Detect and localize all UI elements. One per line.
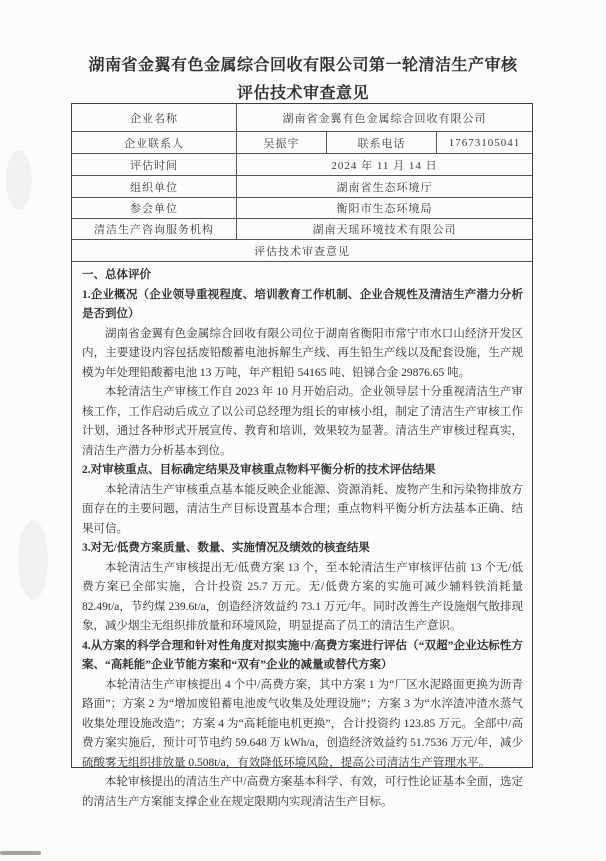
row-participant	[72, 198, 532, 219]
participant-value: 衡阳市生态环境局	[236, 198, 532, 218]
opinion-paragraph: 本轮清洁生产审核工作自 2023 年 10 月开始启动。企业领导层十分重视清洁生产审核工作，工作启动后成立了以公司总经理为组长的审核小组，制定了清洁生产审核工作计划，通过各种形式开展宣传、教育和培训，效果较为显著。清洁生产审核过程真实，清洁生产潜力分析基本到位。	[82, 386, 523, 457]
row-contact	[72, 132, 532, 154]
opinion-body	[72, 262, 532, 808]
participant-label: 参会单位	[130, 203, 178, 215]
document-title-line2: 评估技术审查意见	[236, 84, 369, 102]
consultant-label: 清洁生产咨询服务机构	[94, 224, 214, 236]
opinion-paragraph: 湖南省金翼有色金属综合回收有限公司位于湖南省衡阳市常宁市水口山经济开发区内，主要建设内容包括废铅酸蓄电池拆解生产线、再生铅生产线以及配套设施，生产规模为年处理铅酸蓄电池 13 万吨，年产粗铅 54165 吨、铅锑合金 29876.65 吨。	[82, 327, 523, 379]
row-consultant	[72, 219, 532, 240]
opinion-overall-title: 一、总体评价	[82, 269, 151, 281]
eval-time-label: 评估时间	[130, 159, 178, 172]
opinion-heading-1: 1.企业概况（企业领导重视程度、培训教育工作机制、企业合规性及清洁生产潜力分析是否到位）	[82, 288, 523, 320]
document-title-line1: 湖南省金翼有色金属综合回收有限公司第一轮清洁生产审核	[88, 57, 518, 74]
opinion-section-header: 评估技术审查意见	[254, 245, 350, 258]
consultant-value: 湖南天瑶环境技术有限公司	[236, 219, 532, 239]
info-table	[71, 103, 533, 808]
company-name-value: 湖南省金翼有色金属综合回收有限公司	[236, 104, 532, 131]
contact-label: 企业联系人	[124, 137, 184, 150]
organizer-value: 湖南省生态环境厅	[236, 176, 532, 197]
eval-time-value: 2024 年 11 月 14 日	[236, 154, 532, 175]
row-opinion-body	[72, 262, 532, 808]
opinion-paragraph: 本轮清洁生产审核提出无/低费方案 13 个，至本轮清洁生产审核评估前 13 个无/低费方案已全部实施，合计投资 25.7 万元。无/低费方案的实施可减少辅料铁消耗量 82.49t/a，节约煤 239.6t/a，创造经济效益约 73.1 万元/年。同时改善生产设施烟气散排现象，减少烟尘无组织排放量和环境风险，明显提高了员工的清洁生产意识。	[82, 561, 523, 632]
opinion-heading-4: 4.从方案的科学合理和针对性角度对拟实施中/高费方案进行评估（“双超”企业达标性方案、“高耗能”企业节能方案和“双有”企业的减量或替代方案）	[82, 639, 523, 671]
phone-value: 17673105041	[436, 132, 532, 153]
document-title	[0, 52, 606, 107]
row-organizer	[72, 176, 532, 198]
row-eval-time	[72, 154, 532, 176]
company-name-label: 企业名称	[130, 112, 178, 125]
contact-name-value: 吴振宇	[236, 132, 326, 153]
opinion-paragraph: 本轮清洁生产审核重点基本能反映企业能源、资源消耗、废物产生和污染物排放方面存在的主要问题，清洁生产目标设置基本合理；重点物料平衡分析方法基本正确、结果可信。	[82, 483, 523, 535]
opinion-heading-3: 3.对无/低费方案质量、数量、实施情况及绩效的核查结果	[82, 542, 370, 554]
scan-smudge	[18, 520, 48, 600]
row-opinion-header	[72, 240, 532, 262]
opinion-paragraph: 本轮审核提出的清洁生产中/高费方案基本科学、有效，可行性论证基本全面，选定的清洁生产方案能支撑企业在规定限期内实现清洁生产目标。	[82, 776, 523, 808]
scan-smudge	[0, 851, 41, 855]
row-company-name	[72, 104, 532, 132]
organizer-label: 组织单位	[130, 181, 178, 194]
phone-label: 联系电话	[326, 132, 436, 153]
scan-smudge	[6, 150, 32, 210]
opinion-heading-2: 2.对审核重点、目标确定结果及审核重点物料平衡分析的技术评估结果	[82, 464, 436, 476]
opinion-paragraph: 本轮清洁生产审核提出 4 个中/高费方案，其中方案 1 为“厂区水泥路面更换为沥青路面”；方案 2 为“增加废铅蓄电池废气收集及处理设施”；方案 3 为“水淬渣冲渣水蒸气收集处理设施改造”；方案 4 为“高耗能电机更换”，合计投资约 123.85 万元。全部中/高费方案实施后，预计可节电约 59.648 万 kWh/a，创造经济效益约 51.7536 万元/年，减少硫酸雾无组织排放量 0.508t/a，有效降低环境风险，提高公司清洁生产管理水平。	[82, 678, 523, 769]
